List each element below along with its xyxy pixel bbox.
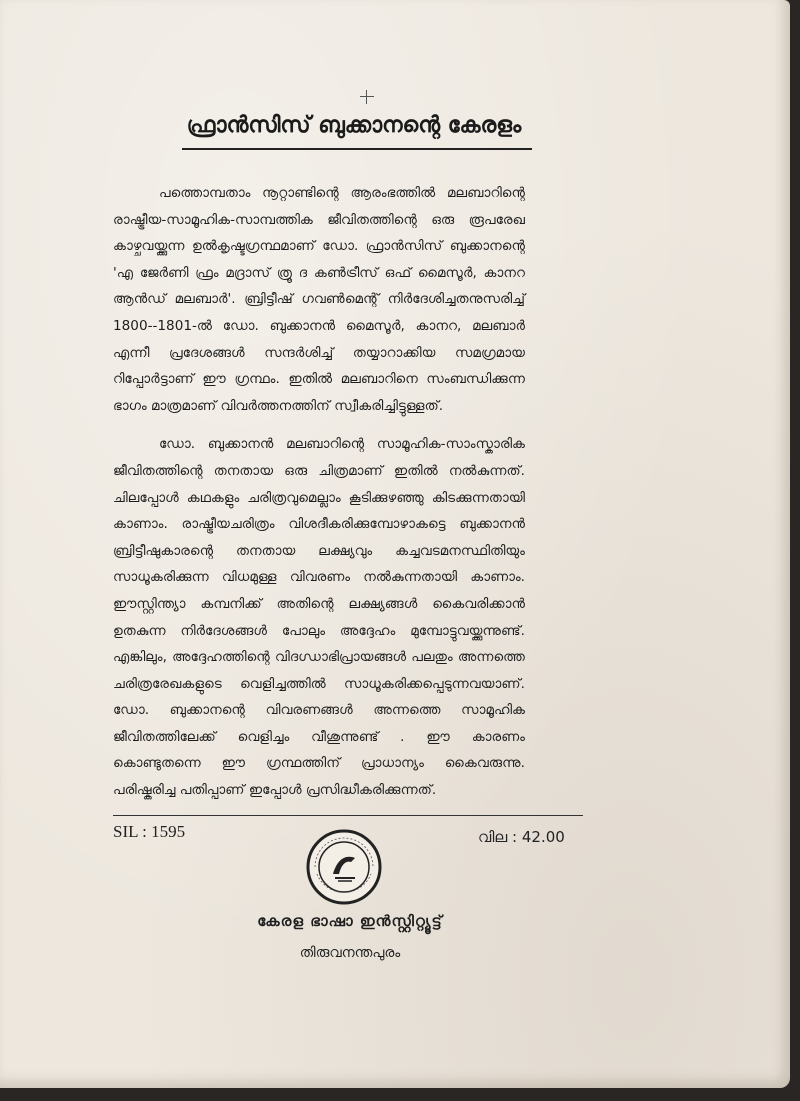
publisher-place: തിരുവനന്തപുരം xyxy=(299,945,401,961)
publisher-seal-icon xyxy=(305,828,383,906)
divider xyxy=(113,815,583,816)
price xyxy=(478,828,565,846)
price-label: വില : xyxy=(478,828,518,846)
blurb-paragraph-2: ഡോ. ബുക്കാനൻ മലബാറിന്റെ സാമൂഹിക-സാംസ്കാരിക ജീവിതത്തിന്റെ തനതായ ഒരു ചിത്രമാണ് ഇതിൽ നൽകുന്നത്. ചിലപ്പോൾ കഥകളും ചരിത്രവുമെല്ലാം കൂടിക്കുഴഞ്ഞു കിടക്കുന്നതായി കാണാം. രാഷ്ട്രീയചരിത്രം വിശദീകരിക്കുമ്പോഴാകട്ടെ ബുക്കാനൻ ബ്രിട്ടീഷുകാരന്റെ തനതായ ലക്ഷ്യവും കച്ചവടമനസ്ഥിതിയും സാധൂകരിക്കുന്ന വിധമുള്ള വിവരണം നൽകുന്നതായി കാണാം. ഈസ്റ്റിന്ത്യാ കമ്പനിക്ക് അതിന്റെ ലക്ഷ്യങ്ങൾ കൈവരിക്കാൻ ഉതകുന്ന നിർദേശങ്ങൾ പോലും അദ്ദേഹം മുമ്പോട്ടുവയ്ക്കുന്നുണ്ട്. എങ്കിലും, അദ്ദേഹത്തിന്റെ വിദഗ്ധാഭിപ്രായങ്ങൾ പലതും അന്നത്തെ ചരിത്രരേഖകളുടെ വെളിച്ചത്തിൽ സാധൂകരിക്കപ്പെടുന്നവയാണ്. ഡോ. ബുക്കാനന്റെ വിവരണങ്ങൾ അന്നത്തെ സാമൂഹിക ജീവിതത്തിലേക്ക് വെളിച്ചം വീശുന്നുണ്ട് . ഈ കാരണം കൊണ്ടുതന്നെ ഈ ഗ്രന്ഥത്തിന് പ്രാധാന്യം കൈവരുന്നു. പരിഷ്കരിച്ച പതിപ്പാണ് ഇപ്പോൾ പ്രസിദ്ധീകരിക്കുന്നത്. xyxy=(113,436,525,799)
blurb xyxy=(113,180,525,804)
book-title: ഫ്രാൻസിസ് ബുക്കാനന്റെ കേരളം xyxy=(186,113,522,138)
sil-number: SIL : 1595 xyxy=(113,822,186,841)
crop-mark-icon xyxy=(360,90,374,104)
title-underline xyxy=(182,148,532,150)
blurb-paragraph-1: പത്തൊമ്പതാം നൂറ്റാണ്ടിന്റെ ആരംഭത്തിൽ മലബാറിന്റെ രാഷ്ട്രീയ-സാമൂഹിക-സാമ്പത്തിക ജീവിതത്തിന്റെ ഒരു രൂപരേഖ കാഴ്ചവയ്ക്കുന്ന ഉൽകൃഷ്ടഗ്രന്ഥമാണ് ഡോ. ഫ്രാൻസിസ് ബുക്കാനന്റെ 'എ ജേർണി ഫ്രം മദ്രാസ് ത്രൂ ദ കൺട്രീസ് ഒഫ് മൈസൂർ, കാനറ ആൻഡ് മലബാർ'. ബ്രിട്ടീഷ് ഗവൺമെന്റ് നിർദേശിച്ചതനുസരിച്ച് 1800--1801-ൽ ഡോ. ബുക്കാനൻ മൈസൂർ, കാനറ, മലബാർ എന്നീ പ്രദേശങ്ങൾ സന്ദർശിച്ച് തയ്യാറാക്കിയ സമഗ്രമായ റിപ്പോർട്ടാണ് ഈ ഗ്രന്ഥം. ഇതിൽ മലബാറിനെ സംബന്ധിക്കുന്ന ഭാഗം മാത്രമാണ് വിവർത്തനത്തിന് സ്വീകരിച്ചിട്ടുള്ളത്. xyxy=(113,185,525,414)
publisher-name: കേരള ഭാഷാ ഇൻസ്റ്റിറ്റ്യൂട്ട് xyxy=(257,912,443,930)
price-value: 42.00 xyxy=(521,828,565,846)
